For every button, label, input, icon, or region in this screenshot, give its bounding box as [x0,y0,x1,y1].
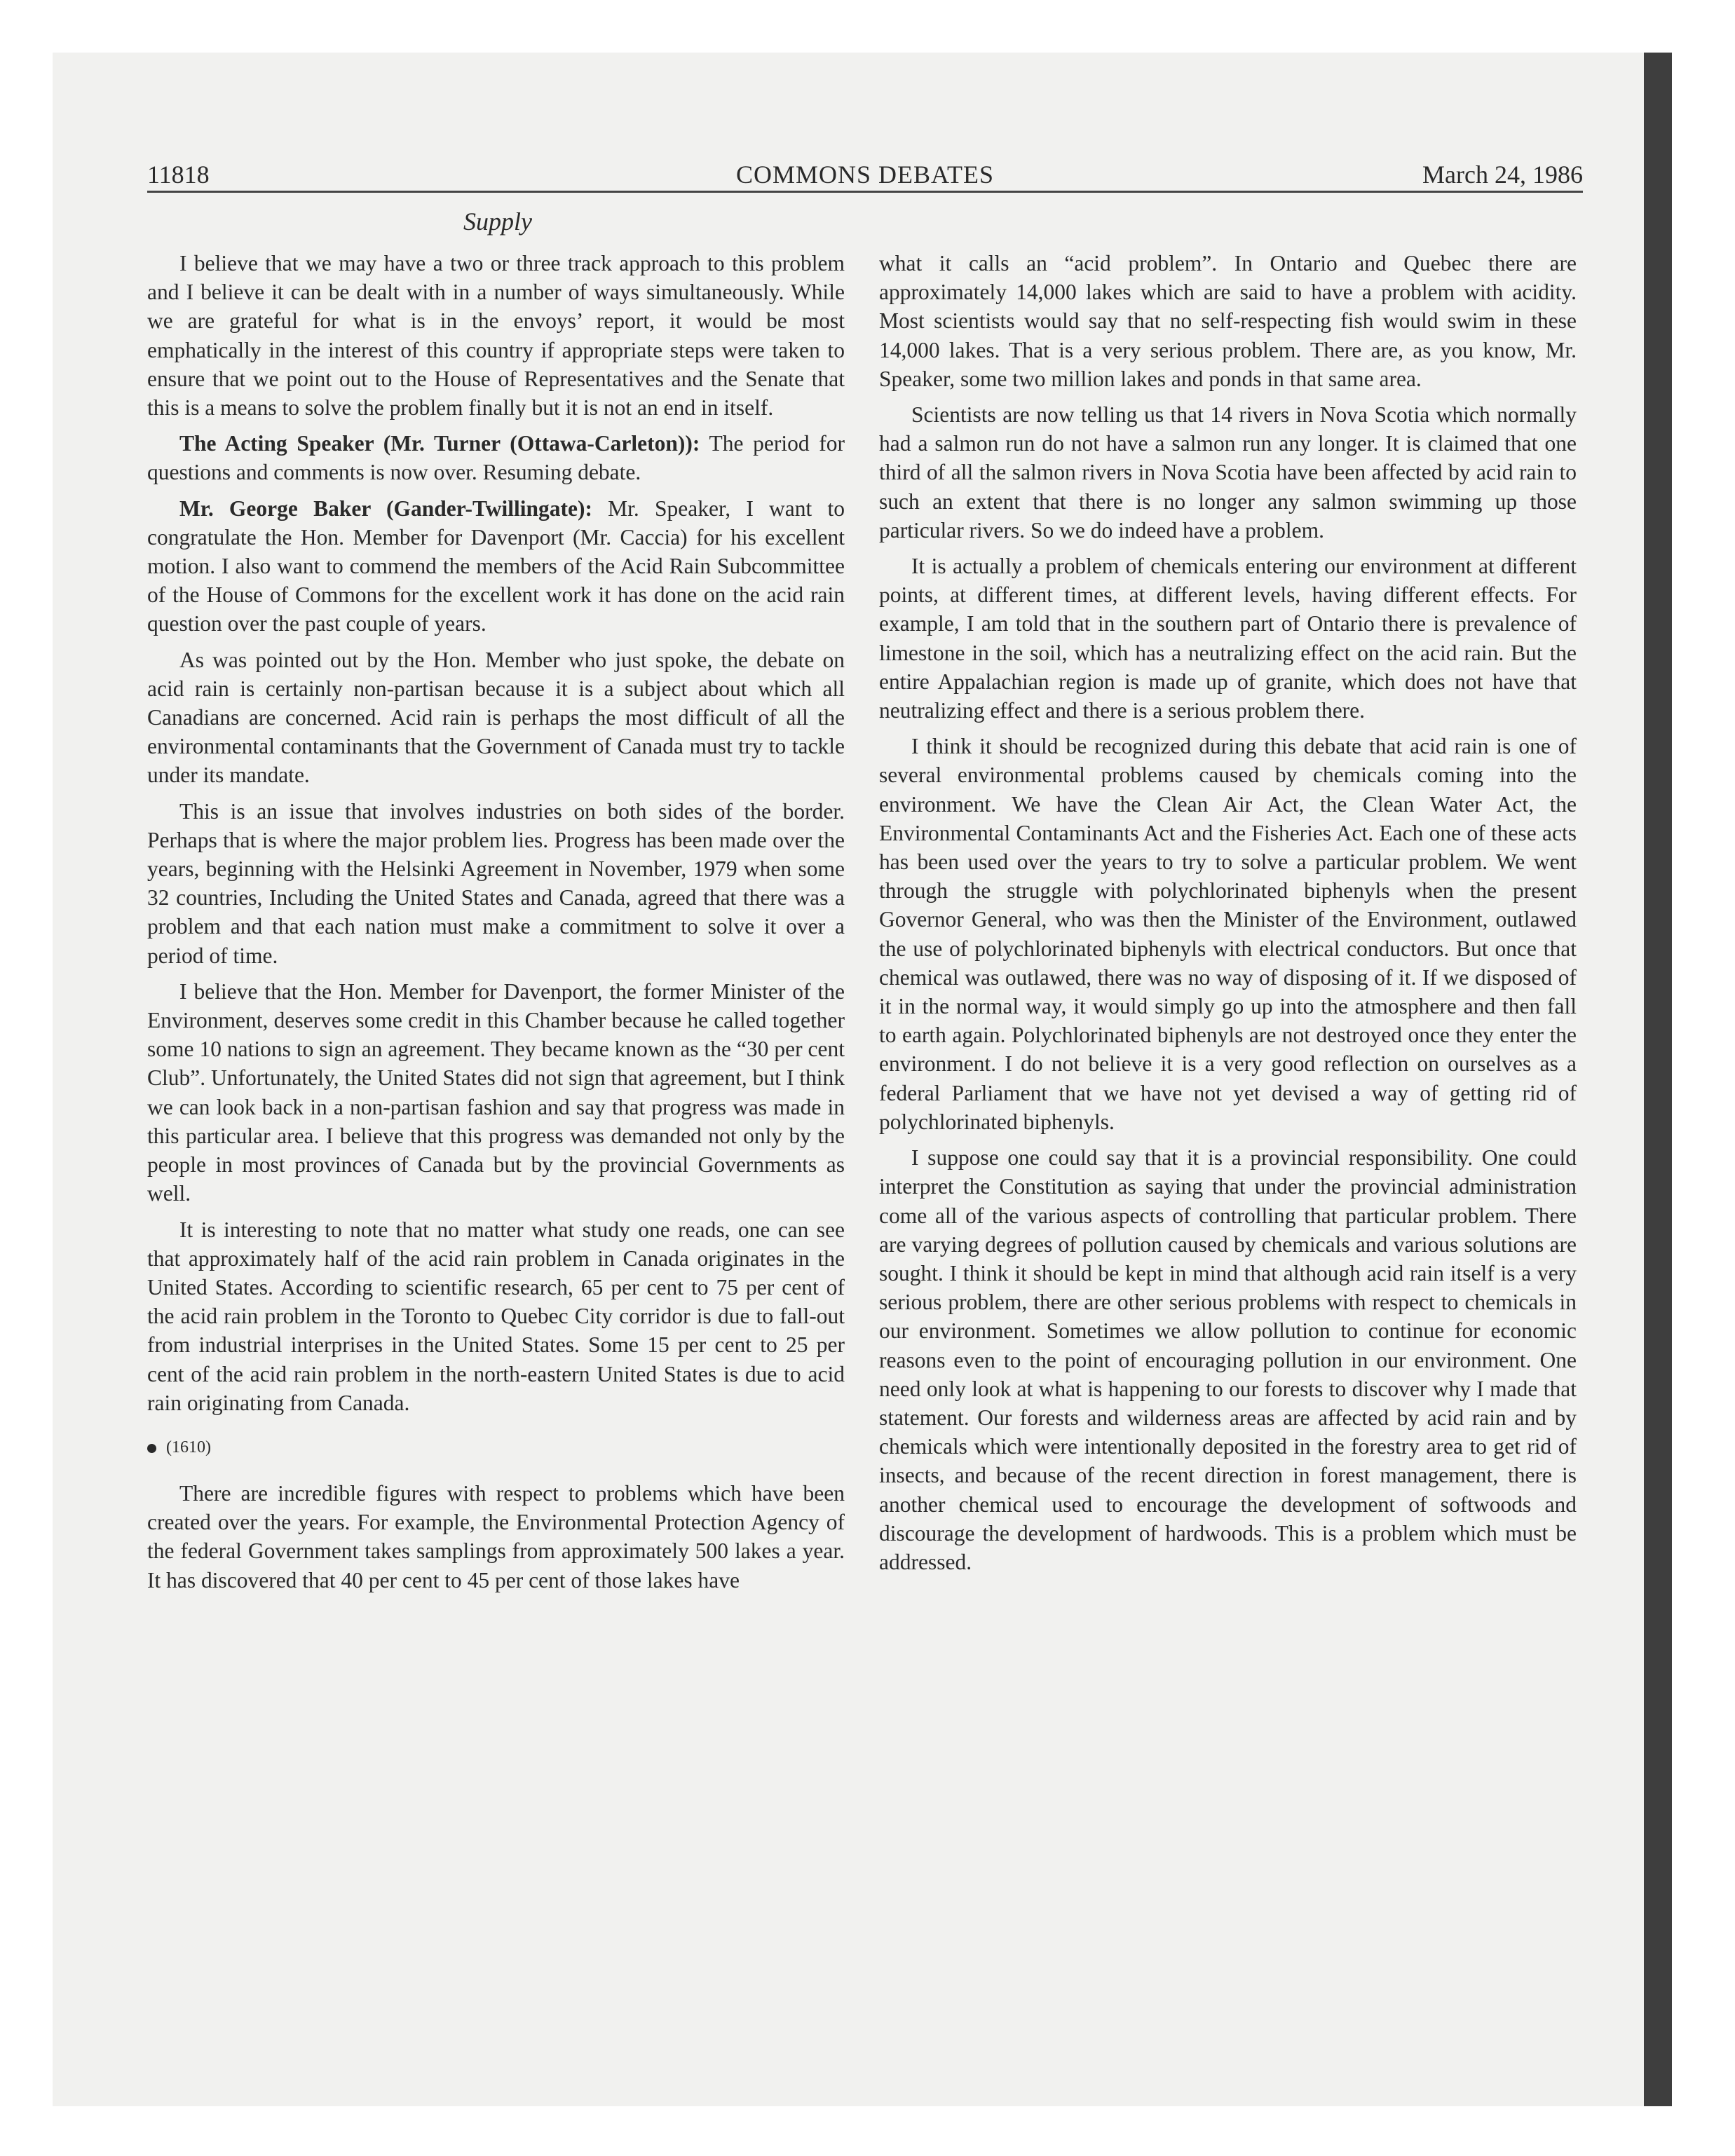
paragraph [147,494,845,639]
paragraph: I believe that the Hon. Member for Davenport, the former Minister of the Environment, deserves some credit in this Chamber because he called together some 10 nations to sign an agreement. They became known as the “30 per cent Club”. Unfortunately, the United States did not sign that agreement, but I think we can look back in a non-partisan fashion and say that progress was made in this particular area. I believe that this progress was demanded not only by the people in most provinces of Canada but by the provincial Governments as well. [147,978,845,1206]
page-number: 11818 [147,161,210,189]
speech-text: The period for questions and comments is now over. Resuming debate. [147,431,845,485]
paragraph [147,429,845,486]
paragraph: It is interesting to note that no matter what study one reads, one can see that approximately half of the acid rain problem in Canada originates in the United States. According to scientific research, 65 per cent to 75 per cent of the acid rain problem in the Toronto to Quebec City corridor is due to fall-out from industrial interprises in the United States. Some 15 per cent to 25 per cent of the acid rain problem in the north-eastern United States is due to acid rain originating from Canada. [147,1217,845,1415]
speaker-name: Mr. George Baker (Gander-Twillingate): [179,496,592,521]
right-column [879,249,1577,1583]
paragraph: I think it should be recognized during this debate that acid rain is one of several environmental problems caused by chemicals coming into the environment. We have the Clean Air Act, the Clean Water Act, the Environmental Contaminants Act and the Fisheries Act. Each one of these acts has been used over the years to try to solve a particular problem. We went through the struggle with polychlorinated biphenyls when the present Governor General, who was then the Minister of the Environment, outlawed the use of polychlorinated biphenyls with electrical conductors. But once that chemical was outlawed, there was no way of disposing of it. If we disposed of it in the normal way, it would simply go up into the atmosphere and then fall to earth again. Polychlorinated biphenyls are not destroyed once they enter the environment. I do not believe it is a very good reflection on ourselves as a federal Parliament that we have not yet devised a way of getting rid of polychlorinated biphenyls. [879,734,1577,1134]
paragraph: This is an issue that involves industries on both sides of the border. Perhaps that is where the major problem lies. Progress has been made over the years, beginning with the Helsinki Agreement in November, 1979 when some 32 countries, Including the United States and Canada, agreed that there was a problem and that each nation must make a commitment to solve it over a period of time. [147,798,845,968]
speaker-name: The Acting Speaker (Mr. Turner (Ottawa-Carleton)): [179,431,700,456]
paragraph: Scientists are now telling us that 14 rivers in Nova Scotia which normally had a salmon run do not have a salmon run any longer. It is claimed that one third of all the salmon rivers in Nova Scotia have been affected by acid rain to such an extent that there is no longer any salmon swimming up those particular rivers. So we do indeed have a problem. [879,402,1577,543]
paragraph: As was pointed out by the Hon. Member who just spoke, the debate on acid rain is certainly non-partisan because it is a subject about which all Canadians are concerned. Acid rain is perhaps the most difficult of all the environmental contaminants that the Government of Canada must try to tackle under its mandate. [147,647,845,788]
speech-text: Mr. Speaker, I want to congratulate the Hon. Member for Davenport (Mr. Caccia) for his excellent motion. I also want to commend the members of the Acid Rain Subcommittee of the House of Commons for the excellent work it has done on the acid rain question over the past couple of years. [147,496,845,636]
paragraph: what it calls an “acid problem”. In Ontario and Quebec there are approximately 14,000 lakes which are said to have a problem with acidity. Most scientists would say that no self-respecting fish would swim in these 14,000 lakes. That is a very serious problem. There are, as you know, Mr. Speaker, some two million lakes and ponds in that same area. [879,251,1577,391]
time-marker-text: (1610) [166,1438,211,1456]
paragraph: There are incredible figures with respect to problems which have been created over the years. For example, the Environmental Protection Agency of the federal Government takes samplings from approximately 500 lakes a year. It has discovered that 40 per cent to 45 per cent of those lakes have [147,1480,845,1592]
publication-date: March 24, 1986 [1422,161,1583,189]
paragraph: I believe that we may have a two or three track approach to this problem and I believe it can be dealt with in a number of ways simultaneously. While we are grateful for what is in the envoys’ report, it would be most emphatically in the interest of this country if appropriate steps were taken to ensure that we point out to the House of Representatives and the Senate that this is a means to solve the problem finally but it is not an end in itself. [147,251,845,421]
page-header [147,156,1583,192]
scan-edge-bar [1644,53,1672,2106]
paragraph: I suppose one could say that it is a provincial responsibility. One could interpret the Constitution as saying that under the provincial administration come all of the various aspects of controlling that particular problem. There are varying degrees of pollution caused by chemicals and various solutions are sought. I think it should be kept in mind that although acid rain itself is a very serious problem, there are other serious problems with respect to chemicals in our environment. Sometimes we allow pollution to continue for economic reasons even to the point of encouraging pollution in our environment. One need only look at what is happening to our forests to discover why I made that statement. Our forests and wilderness areas are affected by acid rain and by chemicals which were intentionally deposited in the forestry area to get rid of insects, and because of the recent direction in forest management, there is another chemical used to encourage the development of softwoods and discourage the development of hardwoods. This is a problem which must be addressed. [879,1145,1577,1574]
section-title: Supply [463,207,532,236]
publication-title: COMMONS DEBATES [735,161,995,189]
left-column [147,249,845,1602]
bullet-icon [147,1444,156,1453]
paragraph: It is actually a problem of chemicals entering our environment at different points, at different times, at different levels, having different effects. For example, I am told that in the southern part of Ontario there is prevalence of limestone in the soil, which has a neutralizing effect on the acid rain. But the entire Appalachian region is made up of granite, which does not have that neutralizing effect and there is a serious problem there. [879,554,1577,723]
time-marker [147,1437,845,1458]
header-rule [147,191,1583,193]
